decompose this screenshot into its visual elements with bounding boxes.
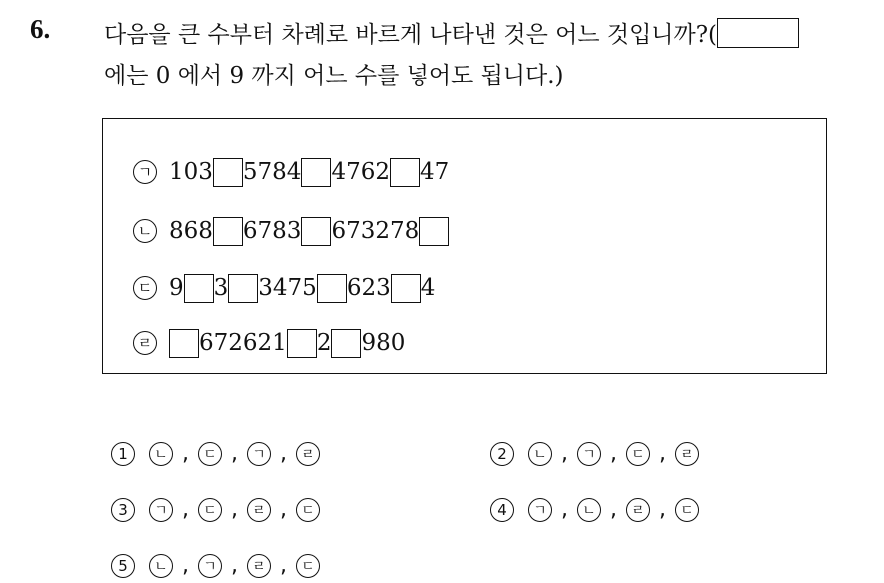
digit-blank-box [301, 158, 331, 187]
choice-marker: ㄹ [296, 442, 320, 466]
comma: , [561, 441, 568, 466]
digit-blank-box [169, 329, 199, 358]
choice-marker: ㄹ [247, 554, 271, 578]
question-text-line2: 에는 0 에서 9 까지 어느 수를 넣어도 됩니다.) [104, 63, 564, 89]
choice-4[interactable] [490, 497, 699, 522]
digit-group: 3475 [258, 275, 317, 301]
question-text-line1 [104, 16, 799, 49]
comma: , [280, 553, 287, 578]
digit-blank-box [419, 217, 449, 246]
choice-marker: ㄱ [577, 442, 601, 466]
question-text: 다음을 큰 수부터 차례로 바르게 나타낸 것은 어느 것입니까?( [104, 22, 718, 48]
digit-group: 623 [346, 275, 391, 301]
choice-number: 2 [490, 442, 514, 466]
choice-marker: ㄹ [675, 442, 699, 466]
comma: , [182, 497, 189, 522]
digit-group: 2 [316, 330, 332, 356]
choice-marker: ㄷ [626, 442, 650, 466]
comma: , [280, 441, 287, 466]
digit-blank-box [317, 274, 347, 303]
digit-group: 3 [213, 275, 229, 301]
choice-marker: ㄷ [198, 498, 222, 522]
choice-marker: ㄷ [198, 442, 222, 466]
blank-box-symbol [717, 18, 799, 48]
comma: , [231, 497, 238, 522]
digit-group: 4762 [331, 159, 390, 185]
choice-marker: ㄹ [626, 498, 650, 522]
row-marker: ㄹ [133, 331, 157, 355]
digit-blank-box [228, 274, 258, 303]
choice-marker: ㄷ [296, 554, 320, 578]
comma: , [610, 497, 617, 522]
choice-marker: ㄴ [528, 442, 552, 466]
comma: , [280, 497, 287, 522]
choice-marker: ㄱ [149, 498, 173, 522]
choice-3[interactable] [111, 497, 320, 522]
choice-marker: ㄷ [675, 498, 699, 522]
number-rows-panel [102, 118, 827, 374]
choice-marker: ㄱ [528, 498, 552, 522]
row-marker: ㄱ [133, 160, 157, 184]
choice-marker: ㄱ [198, 554, 222, 578]
digit-group: 980 [361, 330, 406, 356]
choice-number: 4 [490, 498, 514, 522]
comma: , [182, 553, 189, 578]
choice-1[interactable] [111, 441, 320, 466]
digit-group: 6783 [242, 218, 302, 244]
choice-marker: ㄴ [149, 554, 173, 578]
digit-blank-box [301, 217, 331, 246]
question-number: 6. [30, 14, 51, 44]
row-marker: ㄴ [133, 219, 157, 243]
digit-blank-box [287, 329, 317, 358]
comma: , [659, 497, 666, 522]
digit-group: 4 [420, 275, 436, 301]
choice-number: 3 [111, 498, 135, 522]
digit-group: 103 [169, 159, 213, 185]
digit-group: 672621 [199, 330, 287, 356]
row-nieun [133, 216, 449, 246]
digit-blank-box [331, 329, 361, 358]
comma: , [610, 441, 617, 466]
digit-blank-box [213, 158, 243, 187]
choice-number: 5 [111, 554, 135, 578]
comma: , [231, 441, 238, 466]
digit-blank-box [213, 217, 243, 246]
comma: , [561, 497, 568, 522]
digit-blank-box [391, 274, 421, 303]
digit-group: 9 [169, 275, 184, 301]
digit-group: 673278 [331, 218, 420, 244]
digit-group: 47 [420, 159, 450, 185]
digit-blank-box [184, 274, 214, 303]
choice-marker: ㄱ [247, 442, 271, 466]
comma: , [231, 553, 238, 578]
digit-group: 5784 [242, 159, 302, 185]
choice-marker: ㄹ [247, 498, 271, 522]
comma: , [659, 441, 666, 466]
row-marker: ㄷ [133, 276, 157, 300]
row-giyeok [133, 157, 449, 187]
comma: , [182, 441, 189, 466]
choice-2[interactable] [490, 441, 699, 466]
row-digeut [133, 273, 435, 303]
choice-marker: ㄴ [577, 498, 601, 522]
choice-marker: ㄷ [296, 498, 320, 522]
digit-blank-box [390, 158, 420, 187]
choice-marker: ㄴ [149, 442, 173, 466]
choice-5[interactable] [111, 553, 320, 578]
choice-number: 1 [111, 442, 135, 466]
row-rieul [133, 328, 405, 358]
digit-group: 868 [169, 218, 213, 244]
